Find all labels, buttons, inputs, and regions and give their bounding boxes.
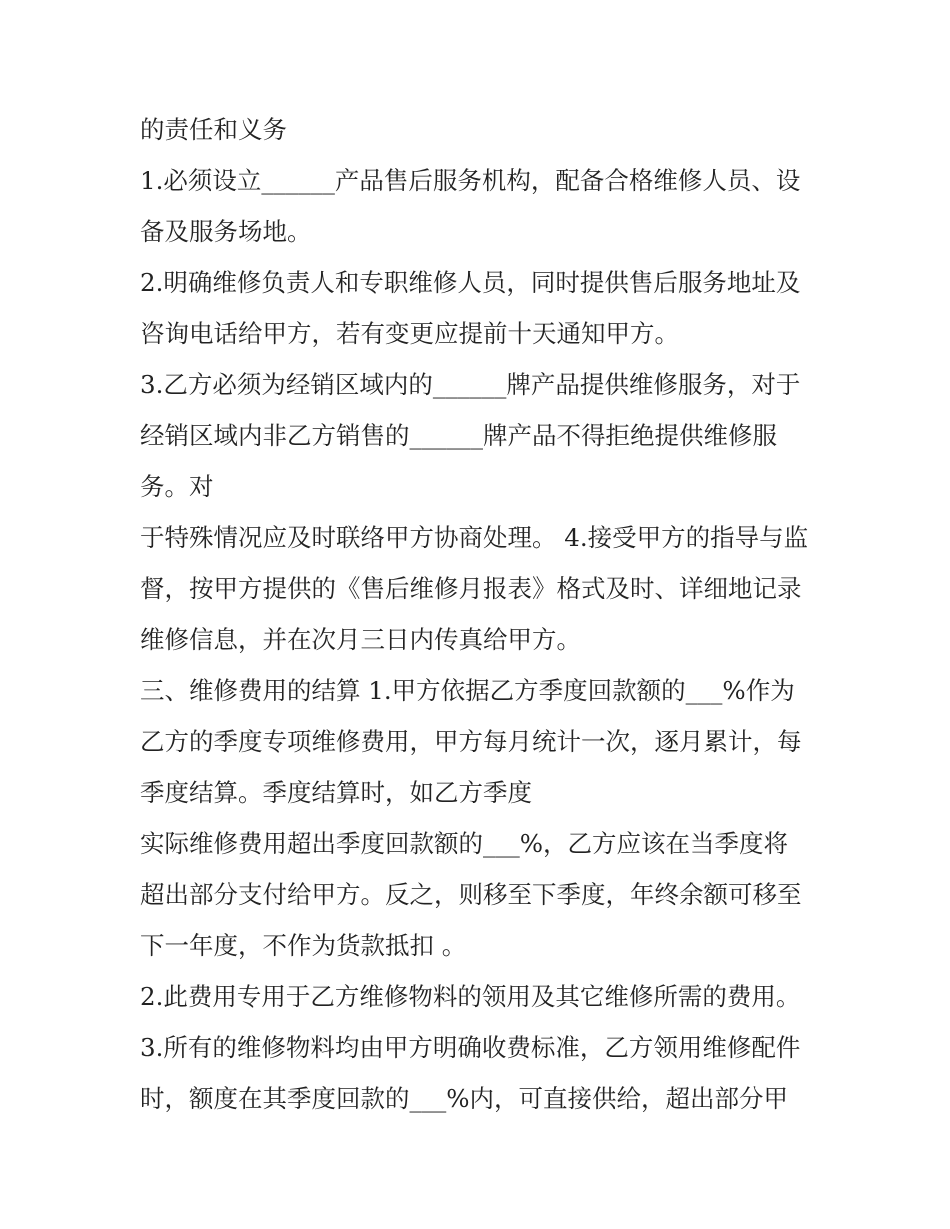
- text-line: 3.所有的维修物料均由甲方明确收费标准，乙方领用维修配件: [140, 1033, 801, 1062]
- text-line: 3.乙方必须为经销区域内的______牌产品提供维修服务，对于: [140, 370, 801, 399]
- text-line: 乙方的季度专项维修费用，甲方每月统计一次，逐月累计，每: [140, 727, 802, 756]
- text-line: 下一年度，不作为货款抵扣 。: [140, 931, 467, 960]
- text-line: 时，额度在其季度回款的___%内，可直接供给，超出部分甲: [140, 1084, 789, 1113]
- text-line: 三、维修费用的结算 1.甲方依据乙方季度回款额的___%作为: [140, 676, 795, 705]
- text-line: 备及服务场地。: [140, 217, 312, 246]
- text-line: 的责任和义务: [140, 115, 287, 144]
- text-line: 维修信息，并在次月三日内传真给甲方。: [140, 625, 581, 654]
- text-line: 经销区域内非乙方销售的______牌产品不得拒绝提供维修服: [140, 421, 777, 450]
- text-line: 2.明确维修负责人和专职维修人员，同时提供售后服务地址及: [140, 268, 801, 297]
- text-line: 务。对: [140, 472, 214, 501]
- text-line: 于特殊情况应及时联络甲方协商处理。 4.接受甲方的指导与监: [140, 523, 809, 552]
- text-line: 超出部分支付给甲方。反之，则移至下季度，年终余额可移至: [140, 880, 802, 909]
- text-line: 季度结算。季度结算时，如乙方季度: [140, 778, 532, 807]
- text-line: 督，按甲方提供的《售后维修月报表》格式及时、详细地记录: [140, 574, 802, 603]
- text-line: 咨询电话给甲方，若有变更应提前十天通知甲方。: [140, 319, 679, 348]
- text-line: 1.必须设立______产品售后服务机构，配备合格维修人员、设: [140, 166, 801, 195]
- text-line: 2.此费用专用于乙方维修物料的领用及其它维修所需的费用。: [140, 982, 801, 1011]
- text-line: 实际维修费用超出季度回款额的___%，乙方应该在当季度将: [140, 829, 789, 858]
- document-body: [140, 104, 820, 1124]
